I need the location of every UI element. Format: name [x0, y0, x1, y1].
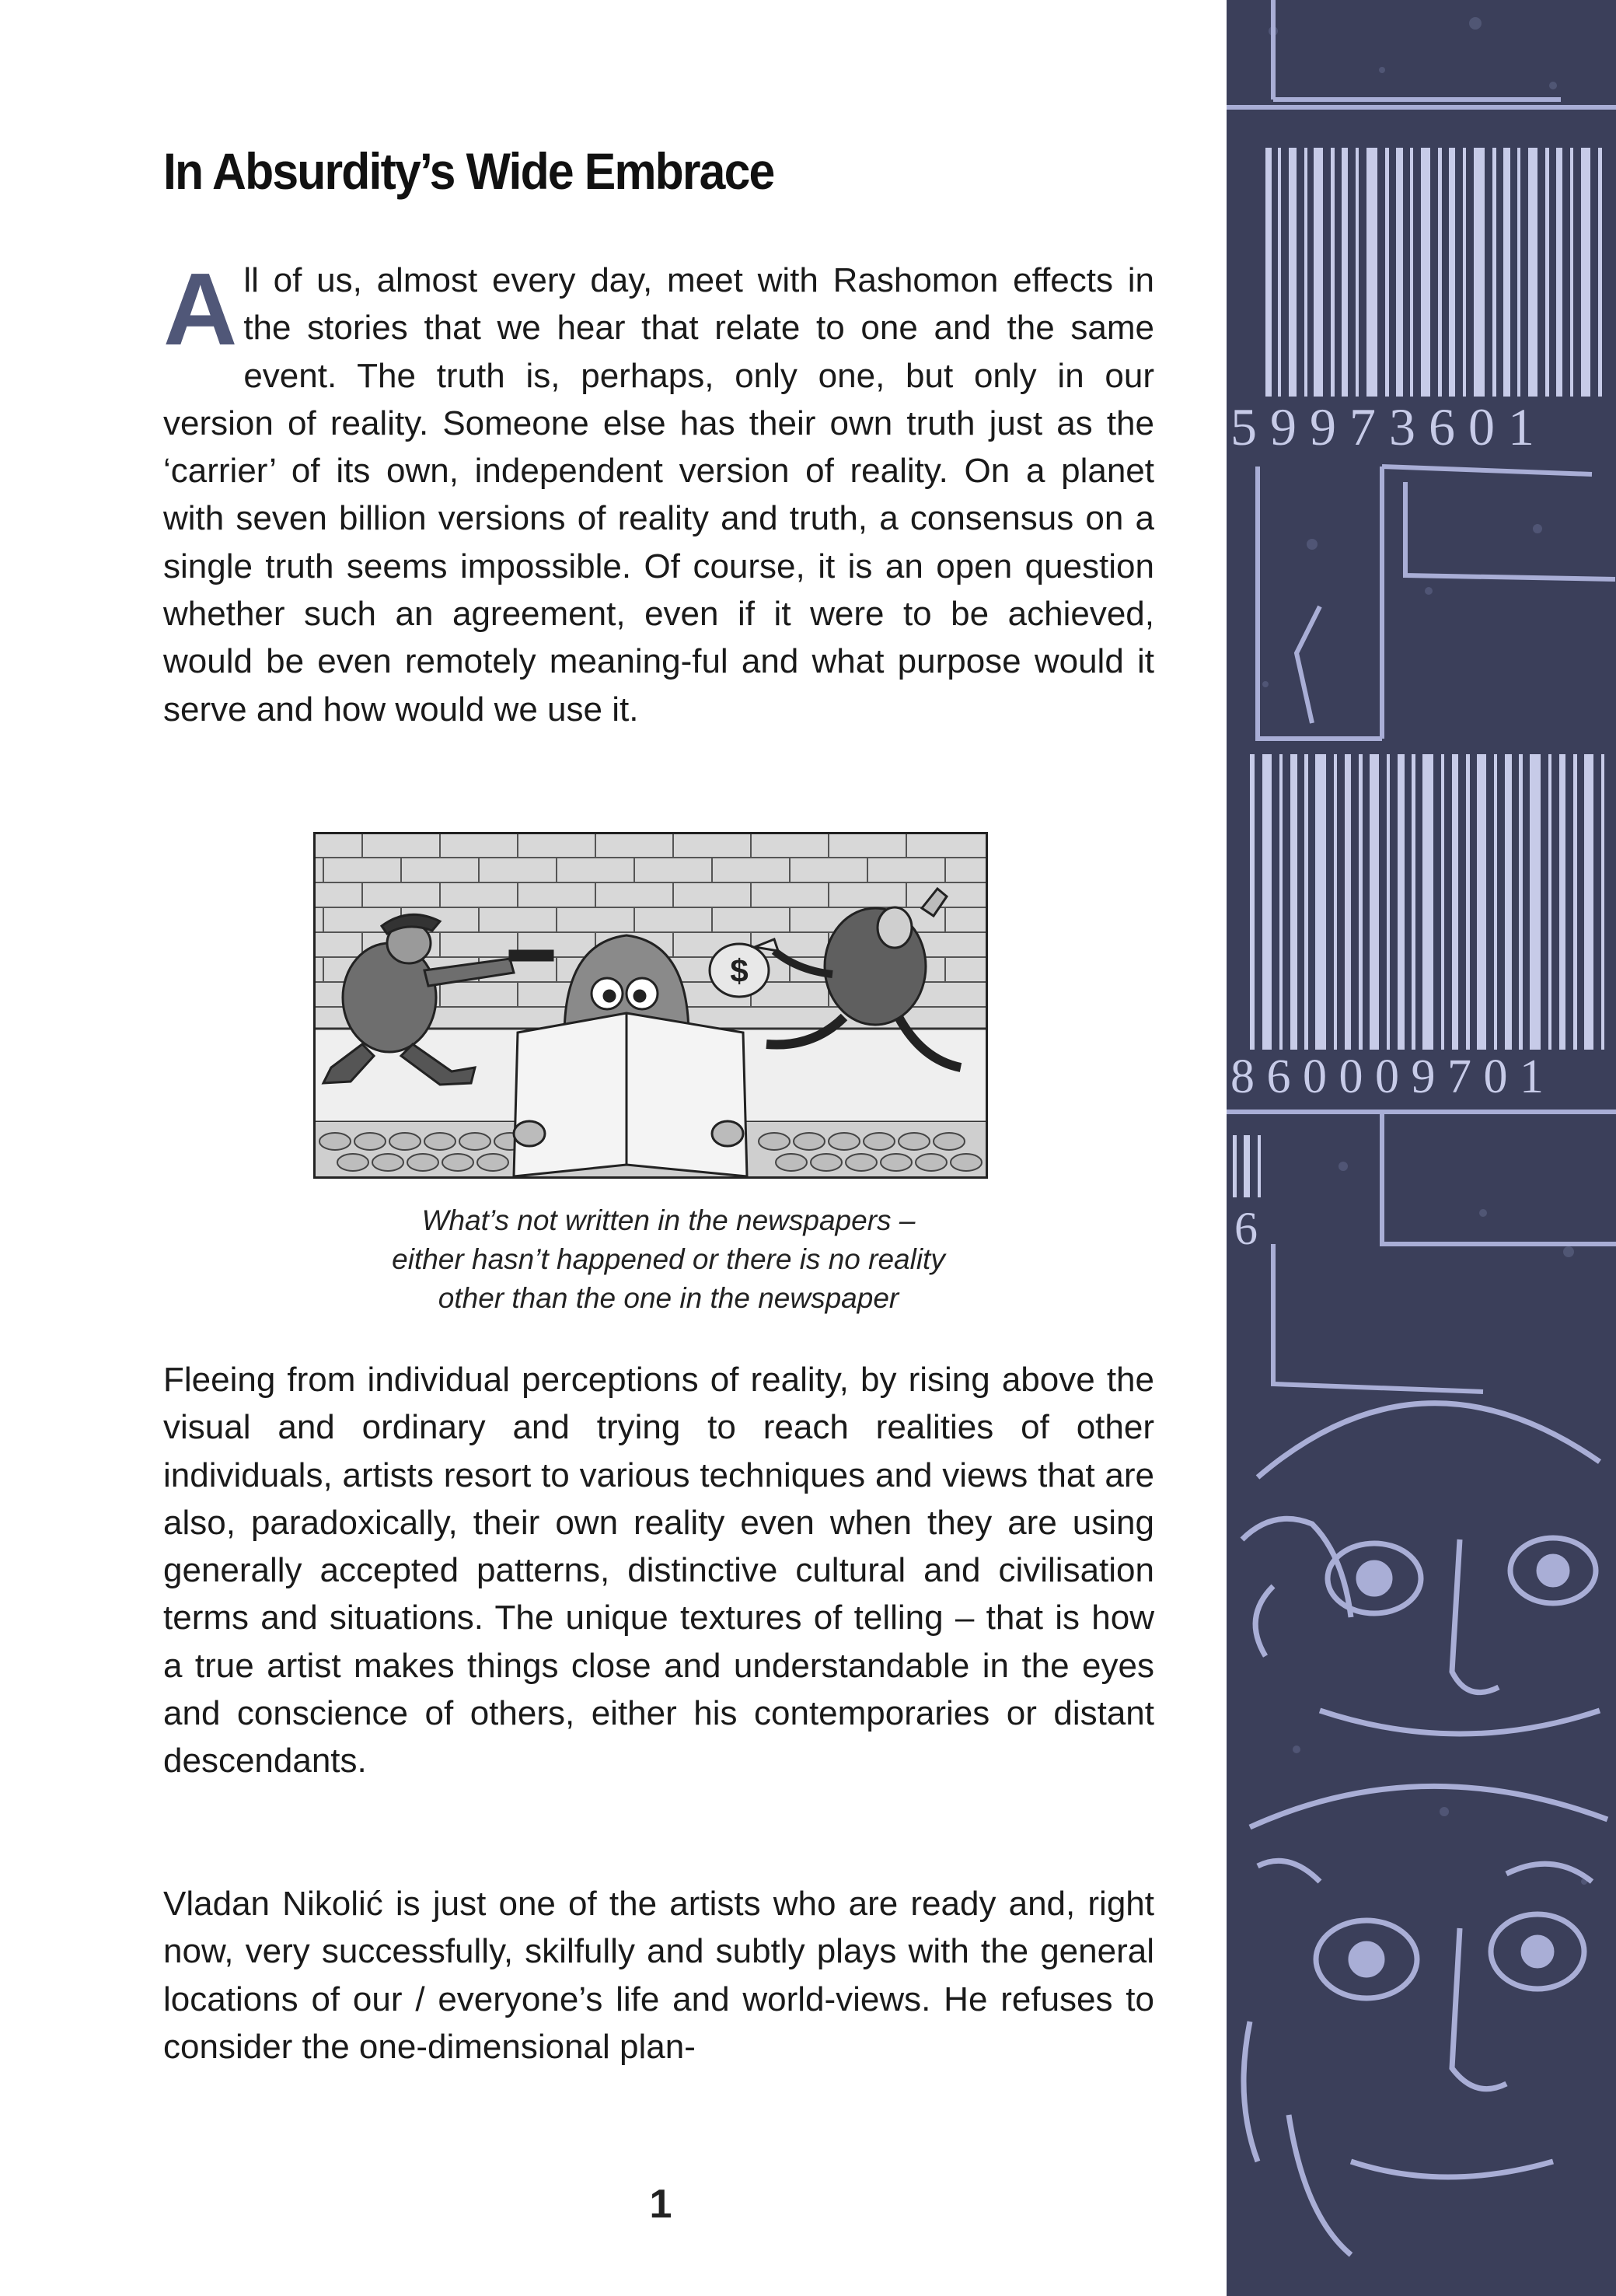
caption-line-1: What’s not written in the newspapers – [421, 1204, 916, 1236]
page-title: In Absurdity’s Wide Embrace [163, 142, 774, 200]
barcode-top-digits: 5 9 9 7 3 6 0 1 [1230, 397, 1534, 456]
side-panel-artwork [1227, 0, 1616, 2296]
caption-line-3: other than the one in the newspaper [438, 1282, 899, 1314]
drop-cap: A [163, 252, 238, 366]
paragraph-intro [163, 252, 1154, 733]
caption-line-2: either hasn’t happened or there is no reality [392, 1243, 945, 1275]
cartoon-drawing [316, 834, 986, 1176]
page-number: 1 [649, 2182, 672, 2227]
barcode-bottom-digits: 8 6 0 0 0 9 7 0 1 [1230, 1050, 1544, 1103]
fragment-digit: 6 [1234, 1203, 1258, 1254]
paragraph-nikolic: Vladan Nikolić is just one of the artists who are ready and, right now, very successfully, skilfully and subtly plays with the general locations of our / everyone’s life and world-views. He refuses to consider the one-dimensional plan- [163, 1885, 1154, 2066]
decorative-side-panel [1227, 0, 1616, 2296]
paragraph-artists: Fleeing from individual perceptions of reality, by rising above the visual and ordinary and trying to reach realities of other individuals, artists resort to various techniques and views that are also, paradoxically, their own reality even when they are using generally accepted patterns, distinctive cultural and civilisation terms and situations. The unique textures of telling – that is how a true artist makes things close and understandable in the eyes and conscience of others, either his contemporaries or distant descendants. [163, 1361, 1154, 1781]
cartoon-illustration [313, 832, 988, 1179]
money-bag-symbol: $ [730, 952, 749, 989]
figure-caption [295, 1201, 1042, 1318]
paragraph-intro-text: ll of us, almost every day, meet with Rashomon effects in the stories that we hear that relate to one and the same event. The truth is, perhaps, only one, but only in our version of reality. Someone else has their own truth just as the ‘carrier’ of its own, independent version of reality. On a planet with seven billion versions of reality and truth, a consensus on a single truth seems impossible. Of course, it is an open question whether such an agreement, even if it were to be achieved, would be even remotely meaning-ful and what purpose would it serve and how would we use it. [163, 261, 1154, 729]
